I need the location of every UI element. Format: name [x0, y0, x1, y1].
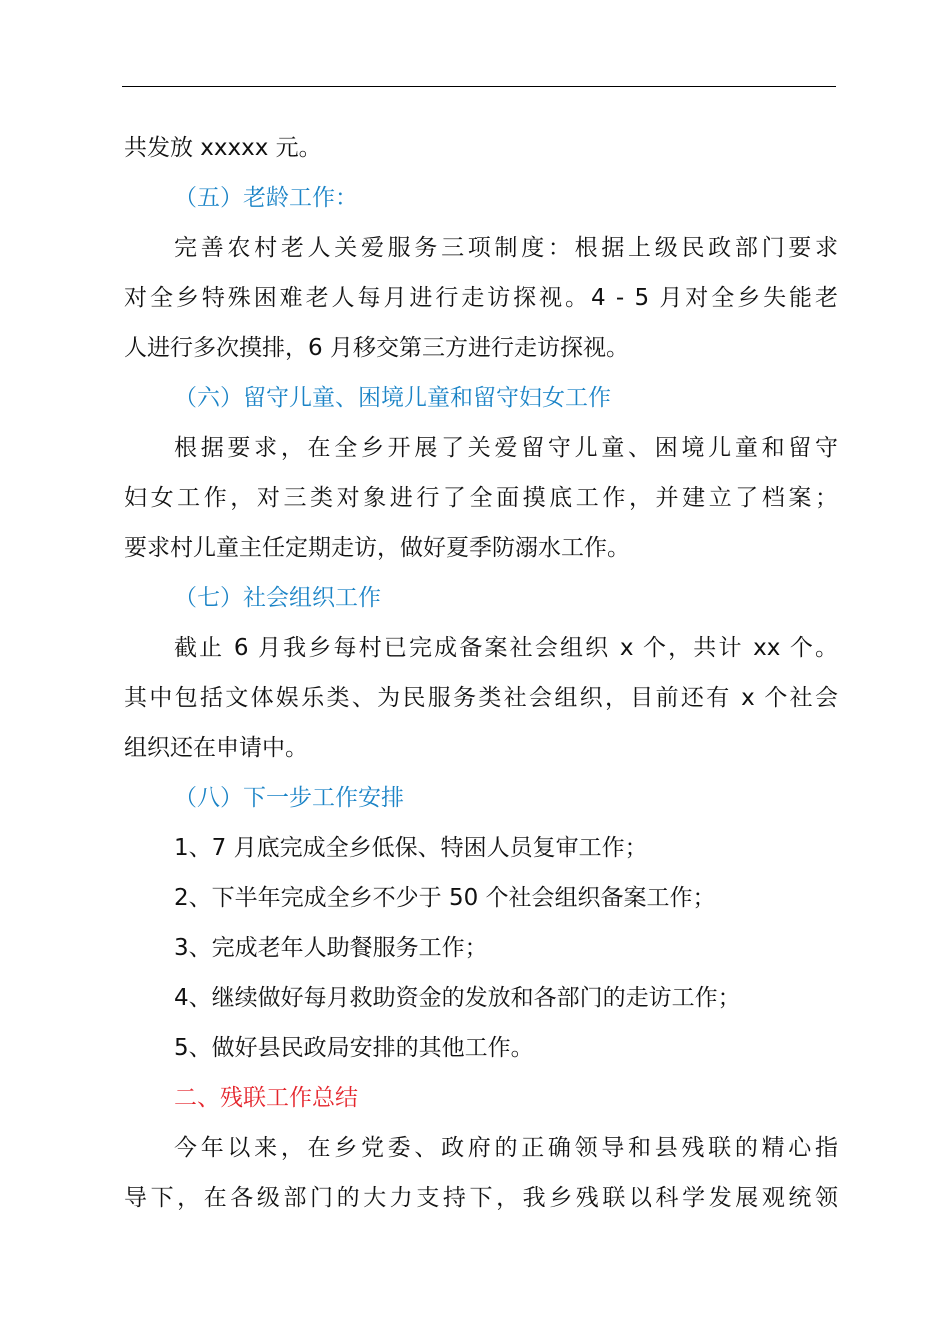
body-line: 人进行多次摸排，6 月移交第三方进行走访探视。 — [124, 335, 629, 361]
section-heading-social-org: （七）社会组织工作 — [174, 585, 381, 611]
body-line: 组织还在申请中。 — [124, 735, 308, 761]
body-line: 妇女工作，对三类对象进行了全面摸底工作，并建立了档案； — [124, 485, 838, 511]
list-item: 3、完成老年人助餐服务工作； — [174, 935, 488, 961]
chapter-heading-disability: 二、残联工作总结 — [174, 1085, 358, 1111]
list-item: 1、7 月底完成全乡低保、特困人员复审工作； — [174, 835, 648, 861]
body-line: 根据要求，在全乡开展了关爱留守儿童、困境儿童和留守 — [174, 435, 838, 461]
section-heading-elderly: （五）老龄工作： — [174, 185, 358, 211]
section-heading-children: （六）留守儿童、困境儿童和留守妇女工作 — [174, 385, 611, 411]
body-line: 共发放 xxxxx 元。 — [124, 135, 322, 161]
header-rule — [122, 86, 836, 87]
body-line: 其中包括文体娱乐类、为民服务类社会组织，目前还有 x 个社会 — [124, 685, 838, 711]
list-item: 4、继续做好每月救助资金的发放和各部门的走访工作； — [174, 985, 741, 1011]
body-line: 对全乡特殊困难老人每月进行走访探视。4 - 5 月对全乡失能老 — [124, 285, 838, 311]
body-line: 完善农村老人关爱服务三项制度：根据上级民政部门要求 — [174, 235, 838, 261]
body-line: 要求村儿童主任定期走访，做好夏季防溺水工作。 — [124, 535, 630, 561]
list-item: 5、做好县民政局安排的其他工作。 — [174, 1035, 534, 1061]
body-line: 今年以来，在乡党委、政府的正确领导和县残联的精心指 — [174, 1135, 838, 1161]
body-line: 截止 6 月我乡每村已完成备案社会组织 x 个，共计 xx 个。 — [174, 635, 838, 661]
list-item: 2、下半年完成全乡不少于 50 个社会组织备案工作； — [174, 885, 716, 911]
body-line: 导下，在各级部门的大力支持下，我乡残联以科学发展观统领 — [124, 1185, 838, 1211]
section-heading-next-steps: （八）下一步工作安排 — [174, 785, 404, 811]
